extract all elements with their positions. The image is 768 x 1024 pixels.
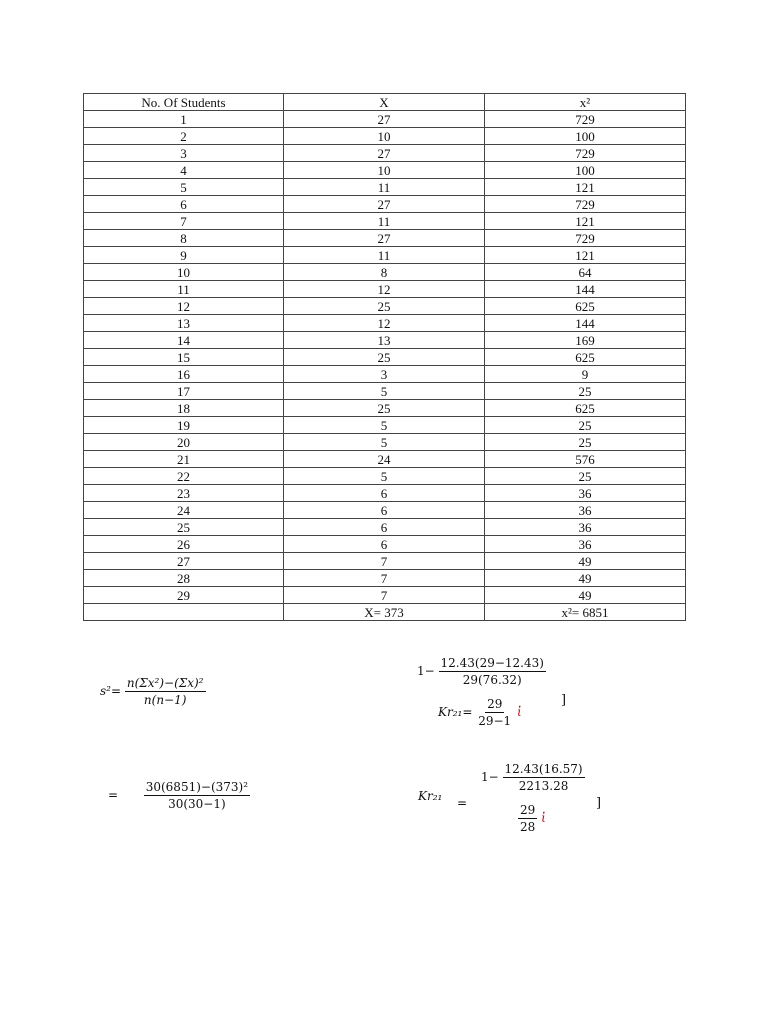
x-value-cell: 27 — [284, 196, 485, 213]
table-header-row — [84, 94, 686, 111]
x-squared-cell: 64 — [485, 264, 686, 281]
x-squared-cell: 729 — [485, 145, 686, 162]
x-value-cell: 5 — [284, 468, 485, 485]
x-value-cell: 25 — [284, 400, 485, 417]
table-row — [84, 349, 686, 366]
variance-numerator: n(Σx²)−(Σx)² — [126, 676, 204, 690]
x-value-cell: 11 — [284, 213, 485, 230]
table-row — [84, 536, 686, 553]
x-value-cell: 11 — [284, 179, 485, 196]
x-value-cell: 6 — [284, 519, 485, 536]
x-squared-cell: 121 — [485, 213, 686, 230]
substitution-numerator: 30(6851)−(373)² — [145, 780, 249, 794]
x-squared-cell: 729 — [485, 196, 686, 213]
student-number-cell: 4 — [84, 162, 284, 179]
table-row — [84, 553, 686, 570]
student-number-cell: 10 — [84, 264, 284, 281]
x-value-cell: 10 — [284, 162, 485, 179]
table-row — [84, 366, 686, 383]
kr21-second-lhs-text: Kr₂₁ — [418, 789, 443, 803]
x-value-cell: 12 — [284, 315, 485, 332]
header-no-of-students: No. Of Students — [84, 94, 284, 111]
x-squared-cell: 25 — [485, 383, 686, 400]
kr21-second-top-numerator: 12.43(16.57) — [504, 762, 583, 776]
variance-denominator: n(n−1) — [143, 693, 187, 707]
x-squared-cell: 121 — [485, 179, 686, 196]
kr21-top-denominator: 29(76.32) — [462, 673, 522, 687]
table-row — [84, 179, 686, 196]
table-row — [84, 281, 686, 298]
student-number-cell: 5 — [84, 179, 284, 196]
x-squared-cell: 144 — [485, 281, 686, 298]
student-number-cell: 1 — [84, 111, 284, 128]
table-row — [84, 315, 686, 332]
student-number-cell: 29 — [84, 587, 284, 604]
student-number-cell: 23 — [84, 485, 284, 502]
x-value-cell: 7 — [284, 587, 485, 604]
x-squared-cell: 729 — [485, 230, 686, 247]
kr21-first-placeholder-glyph: ἰ — [517, 705, 522, 719]
kr21-top-fraction — [439, 656, 546, 687]
kr21-first-formula — [438, 697, 522, 728]
x-squared-cell: 49 — [485, 587, 686, 604]
x-squared-cell: 9 — [485, 366, 686, 383]
student-number-cell: 24 — [84, 502, 284, 519]
x-value-cell: 13 — [284, 332, 485, 349]
x-value-cell: 5 — [284, 383, 485, 400]
kr21-first-fraction — [476, 697, 513, 728]
kr21-first-lhs: Kr₂₁= — [438, 705, 473, 719]
x-value-cell: 27 — [284, 111, 485, 128]
student-scores-table — [83, 93, 686, 621]
student-number-cell: 27 — [84, 553, 284, 570]
table-row — [84, 247, 686, 264]
student-number-cell: 18 — [84, 400, 284, 417]
x-squared-cell: 625 — [485, 349, 686, 366]
student-number-cell: 12 — [84, 298, 284, 315]
x-value-cell: 6 — [284, 536, 485, 553]
table-row — [84, 587, 686, 604]
header-x-squared: x² — [485, 94, 686, 111]
kr21-second-denominator: 28 — [520, 820, 536, 834]
variance-fraction — [125, 676, 206, 707]
table-row — [84, 145, 686, 162]
x-value-cell: 3 — [284, 366, 485, 383]
x-value-cell: 25 — [284, 298, 485, 315]
x-value-cell: 6 — [284, 485, 485, 502]
table-row — [84, 230, 686, 247]
student-number-cell: 9 — [84, 247, 284, 264]
x-squared-cell: 576 — [485, 451, 686, 468]
student-number-cell: 21 — [84, 451, 284, 468]
kr21-second-lhs — [418, 789, 442, 803]
student-number-cell: 17 — [84, 383, 284, 400]
kr21-second-top-expression — [481, 762, 585, 793]
x-value-cell: 27 — [284, 230, 485, 247]
x-squared-cell: 729 — [485, 111, 686, 128]
x-squared-cell: 625 — [485, 400, 686, 417]
student-number-cell: 13 — [84, 315, 284, 332]
kr21-second-fraction — [518, 803, 537, 834]
table-row — [84, 502, 686, 519]
table-row — [84, 519, 686, 536]
table-row — [84, 264, 686, 281]
x-squared-cell: 100 — [485, 162, 686, 179]
table-row — [84, 417, 686, 434]
student-number-cell: 20 — [84, 434, 284, 451]
table-totals-row — [84, 604, 686, 621]
kr21-top-prefix: 1− — [417, 664, 435, 678]
table-row — [84, 485, 686, 502]
x-value-cell: 5 — [284, 417, 485, 434]
student-number-cell: 26 — [84, 536, 284, 553]
total-x-cell: X= 373 — [284, 604, 485, 621]
kr21-second-top-fraction — [503, 762, 585, 793]
kr21-second-placeholder-glyph: ἰ — [541, 811, 546, 825]
table-row — [84, 400, 686, 417]
substitution-denominator: 30(30−1) — [168, 797, 226, 811]
variance-lhs: s²= — [100, 684, 122, 698]
x-squared-cell: 49 — [485, 570, 686, 587]
kr21-top-numerator: 12.43(29−12.43) — [440, 656, 544, 670]
kr21-second-top-denominator: 2213.28 — [518, 779, 569, 793]
x-value-cell: 5 — [284, 434, 485, 451]
student-number-cell: 19 — [84, 417, 284, 434]
table-row — [84, 196, 686, 213]
table-row — [84, 332, 686, 349]
x-value-cell: 10 — [284, 128, 485, 145]
kr21-second-numerator: 29 — [520, 803, 536, 817]
kr21-first-bracket: ] — [561, 693, 567, 708]
substitution-fraction — [144, 780, 250, 811]
x-squared-cell: 36 — [485, 519, 686, 536]
x-value-cell: 7 — [284, 570, 485, 587]
table-row — [84, 128, 686, 145]
table-body — [84, 111, 686, 604]
table-row — [84, 298, 686, 315]
x-squared-cell: 169 — [485, 332, 686, 349]
student-number-cell: 15 — [84, 349, 284, 366]
kr21-second-top-prefix: 1− — [481, 770, 499, 784]
kr21-first-numerator: 29 — [487, 697, 503, 711]
kr21-first-denominator: 29−1 — [478, 714, 512, 728]
x-value-cell: 27 — [284, 145, 485, 162]
substitution-lhs: = — [108, 788, 119, 802]
table-row — [84, 434, 686, 451]
student-number-cell: 11 — [84, 281, 284, 298]
table-row — [84, 383, 686, 400]
x-value-cell: 24 — [284, 451, 485, 468]
x-squared-cell: 25 — [485, 434, 686, 451]
student-number-cell: 22 — [84, 468, 284, 485]
student-number-cell: 8 — [84, 230, 284, 247]
kr21-second-equals: = — [457, 796, 468, 810]
student-number-cell: 16 — [84, 366, 284, 383]
header-x: X — [284, 94, 485, 111]
x-value-cell: 25 — [284, 349, 485, 366]
x-squared-cell: 100 — [485, 128, 686, 145]
x-squared-cell: 36 — [485, 502, 686, 519]
x-squared-cell: 25 — [485, 468, 686, 485]
substitution-formula — [108, 780, 250, 811]
totals-empty-cell — [84, 604, 284, 621]
x-squared-cell: 36 — [485, 536, 686, 553]
student-number-cell: 3 — [84, 145, 284, 162]
x-squared-cell: 625 — [485, 298, 686, 315]
kr21-second-bracket: ] — [596, 796, 602, 811]
x-squared-cell: 25 — [485, 417, 686, 434]
kr21-second-formula — [518, 803, 546, 834]
student-number-cell: 25 — [84, 519, 284, 536]
table-row — [84, 213, 686, 230]
x-value-cell: 11 — [284, 247, 485, 264]
x-value-cell: 12 — [284, 281, 485, 298]
variance-formula — [100, 676, 206, 707]
table-row — [84, 451, 686, 468]
x-squared-cell: 36 — [485, 485, 686, 502]
total-x-squared-cell: x²= 6851 — [485, 604, 686, 621]
x-value-cell: 8 — [284, 264, 485, 281]
x-squared-cell: 121 — [485, 247, 686, 264]
table-row — [84, 570, 686, 587]
kr21-top-expression — [417, 656, 546, 687]
student-number-cell: 7 — [84, 213, 284, 230]
student-number-cell: 14 — [84, 332, 284, 349]
x-squared-cell: 144 — [485, 315, 686, 332]
x-squared-cell: 49 — [485, 553, 686, 570]
x-value-cell: 7 — [284, 553, 485, 570]
table-row — [84, 111, 686, 128]
student-number-cell: 6 — [84, 196, 284, 213]
student-number-cell: 28 — [84, 570, 284, 587]
x-value-cell: 6 — [284, 502, 485, 519]
student-number-cell: 2 — [84, 128, 284, 145]
table-row — [84, 468, 686, 485]
table-row — [84, 162, 686, 179]
